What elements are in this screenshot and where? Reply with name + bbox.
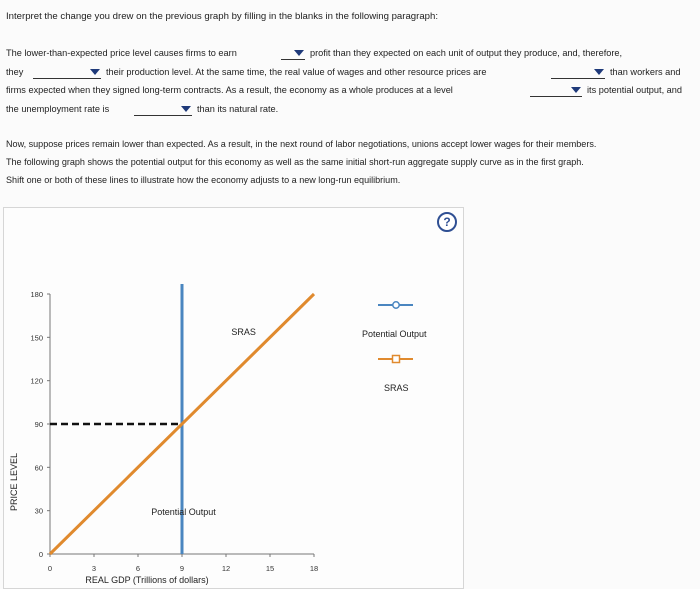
x-tick-label: 6 bbox=[135, 564, 141, 573]
x-tick-label: 15 bbox=[265, 564, 275, 573]
question-title: Interpret the change you drew on the previous graph by filling in the blanks in the following paragraph: bbox=[6, 11, 438, 22]
para1-line3-a: firms expected when they signed long-term contracts. As a result, the economy as a whole produces at a level bbox=[6, 85, 453, 95]
sras-curve-label: SRAS bbox=[231, 327, 256, 337]
para1-line2-c: than workers and bbox=[610, 67, 681, 77]
y-tick-label: 0 bbox=[38, 550, 43, 559]
y-tick-label: 150 bbox=[30, 333, 43, 343]
y-tick-label: 90 bbox=[34, 420, 43, 429]
x-tick-label: 0 bbox=[47, 564, 53, 573]
help-button[interactable]: ? bbox=[437, 212, 457, 232]
para2-line1: Now, suppose prices remain lower than expected. As a result, in the next round of labor negotiations, unions accept lower wages for their members. bbox=[6, 139, 597, 149]
para2-line2: The following graph shows the potential output for this economy as well as the same initial short-run aggregate supply curve as in the first graph. bbox=[6, 157, 584, 167]
y-tick-label: 60 bbox=[34, 463, 43, 473]
legend-potential-output-handle[interactable] bbox=[393, 302, 399, 308]
x-tick-label: 9 bbox=[179, 564, 185, 573]
x-tick-label: 18 bbox=[309, 564, 319, 573]
y-tick-label: 180 bbox=[30, 290, 43, 299]
para1-line2-b: their production level. At the same time, the real value of wages and other resource prices are bbox=[106, 67, 487, 77]
legend-sras-label: SRAS bbox=[384, 383, 409, 393]
para1-line3-b: its potential output, and bbox=[587, 85, 683, 95]
para1-line4-b: than its natural rate. bbox=[197, 104, 279, 114]
para1-line2-a: they bbox=[6, 67, 24, 77]
y-axis-title: PRICE LEVEL bbox=[9, 452, 19, 512]
para1-line1-a: The lower-than-expected price level causes firms to earn bbox=[6, 48, 237, 58]
legend-potential-output-label: Potential Output bbox=[362, 329, 427, 339]
para1-line1-b: profit than they expected on each unit of output they produce, and, therefore, bbox=[310, 48, 623, 58]
x-axis-title: REAL GDP (Trillions of dollars) bbox=[85, 575, 209, 585]
x-tick-label: 3 bbox=[91, 564, 97, 573]
legend-sras-handle[interactable] bbox=[393, 356, 400, 363]
y-tick-label: 120 bbox=[30, 376, 43, 386]
x-tick-label: 12 bbox=[221, 564, 231, 573]
y-tick-label: 30 bbox=[34, 506, 43, 516]
potential-output-curve-label: Potential Output bbox=[151, 507, 216, 517]
para2-line3: Shift one or both of these lines to illustrate how the economy adjusts to a new long-run equilibrium. bbox=[6, 175, 401, 185]
para1-line4-a: the unemployment rate is bbox=[6, 104, 110, 114]
